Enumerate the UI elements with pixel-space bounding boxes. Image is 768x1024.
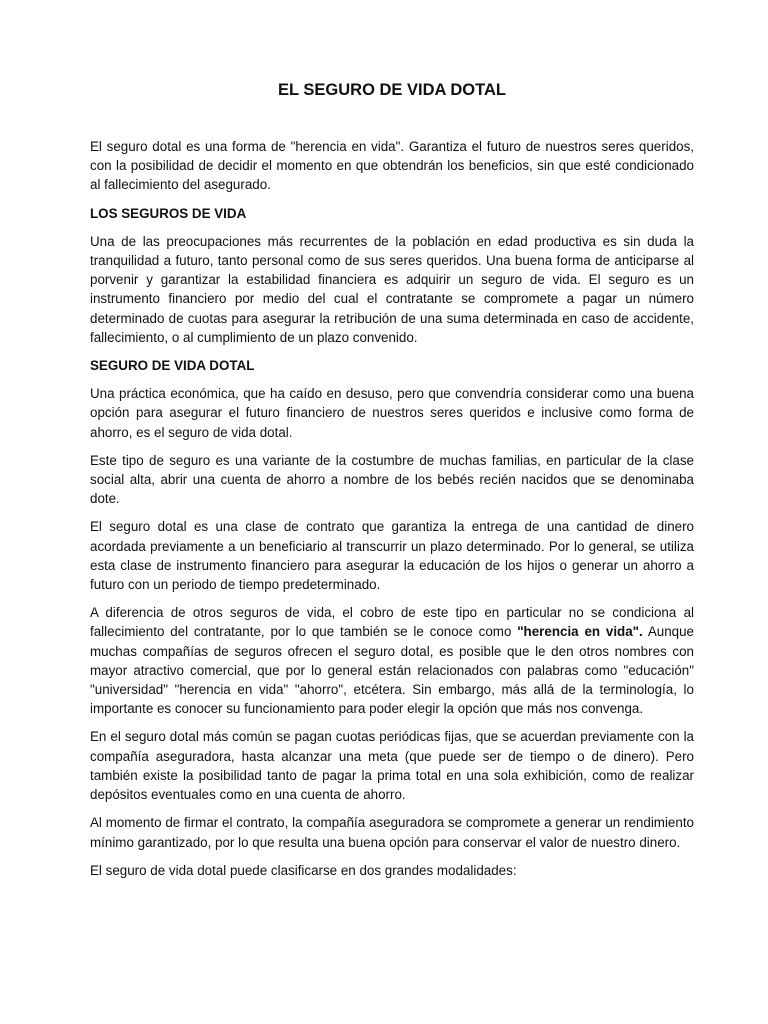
dotal-paragraph-4-start: A diferencia de otros seguros de vida, el cobro de este tipo en particular no se condiciona al fallecimiento del contratante, por lo que también se le conoce como [90,605,694,640]
dotal-paragraph-7: El seguro de vida dotal puede clasificarse en dos grandes modalidades: [90,862,517,878]
dotal-paragraph-4-end: Aunque muchas compañías de seguros ofrecen el seguro dotal, es posible que le den otros nombres con mayor atractivo comercial, que por lo general están relacionados con palabras como "educación" "universidad" "herencia en vida" "ahorro", etcétera. Sin embargo, más allá de la terminología, lo importante es conocer su funcionamiento para poder elegir la opción que más nos convenga. [90,624,694,717]
seguros-de-vida-paragraph: Una de las preocupaciones más recurrentes de la población en edad productiva es sin duda la tranquilidad a futuro, tanto personal como de sus seres queridos. Una buena forma de anticiparse al porvenir y garantizar la estabilidad financiera es adquirir un seguro de vida. El seguro es un instrumento financiero por medio del cual el contratante se compromete a pagar un número determinado de cuotas para asegurar la retribución de una suma determinada en caso de accidente, fallecimiento, o al cumplimiento de un plazo convenido. [90,233,694,345]
dotal-paragraph-3: El seguro dotal es una clase de contrato que garantiza la entrega de una cantidad de dinero acordada previamente a un beneficiario al transcurrir un plazo determinado. Por lo general, se utiliza esta clase de instrumento financiero para asegurar la educación de los hijos o generar un ahorro a futuro con un periodo de tiempo predeterminado. [90,519,694,593]
dotal-paragraph-4 [90,603,694,718]
dotal-paragraph-1: Una práctica económica, que ha caído en desuso, pero que convendría considerar como una buena opción para asegurar el futuro financiero de nuestros seres queridos e inclusive como forma de ahorro, es el seguro de vida dotal. [90,386,694,440]
dotal-paragraph-6: Al momento de firmar el contrato, la compañía aseguradora se compromete a generar un rendimiento mínimo garantizado, por lo que resulta una buena opción para conservar el valor de nuestro dinero. [90,815,694,850]
intro-paragraph: El seguro dotal es una forma de "herencia en vida". Garantiza el futuro de nuestros seres queridos, con la posibilidad de decidir el momento en que obtendrán los beneficios, sin que esté condicionado al fallecimiento del asegurado. [90,139,694,193]
document-page [90,80,694,889]
herencia-en-vida-emphasis: "herencia en vida". [517,624,643,640]
dotal-paragraph-2: Este tipo de seguro es una variante de la costumbre de muchas familias, en particular de la clase social alta, abrir una cuenta de ahorro a nombre de los bebés recién nacidos que se denominaba dote. [90,452,694,507]
section-heading-seguros-de-vida: LOS SEGUROS DE VIDA [90,205,247,221]
document-title: EL SEGURO DE VIDA DOTAL [278,81,506,99]
dotal-paragraph-5: En el seguro dotal más común se pagan cuotas periódicas fijas, que se acuerdan previamente con la compañía aseguradora, hasta alcanzar una meta (que puede ser de tiempo o de dinero). Pero también existe la posibilidad tanto de pagar la prima total en una sola exhibición, como de realizar depósitos eventuales como en una cuenta de ahorro. [90,729,694,803]
section-heading-seguro-dotal: SEGURO DE VIDA DOTAL [90,358,255,374]
